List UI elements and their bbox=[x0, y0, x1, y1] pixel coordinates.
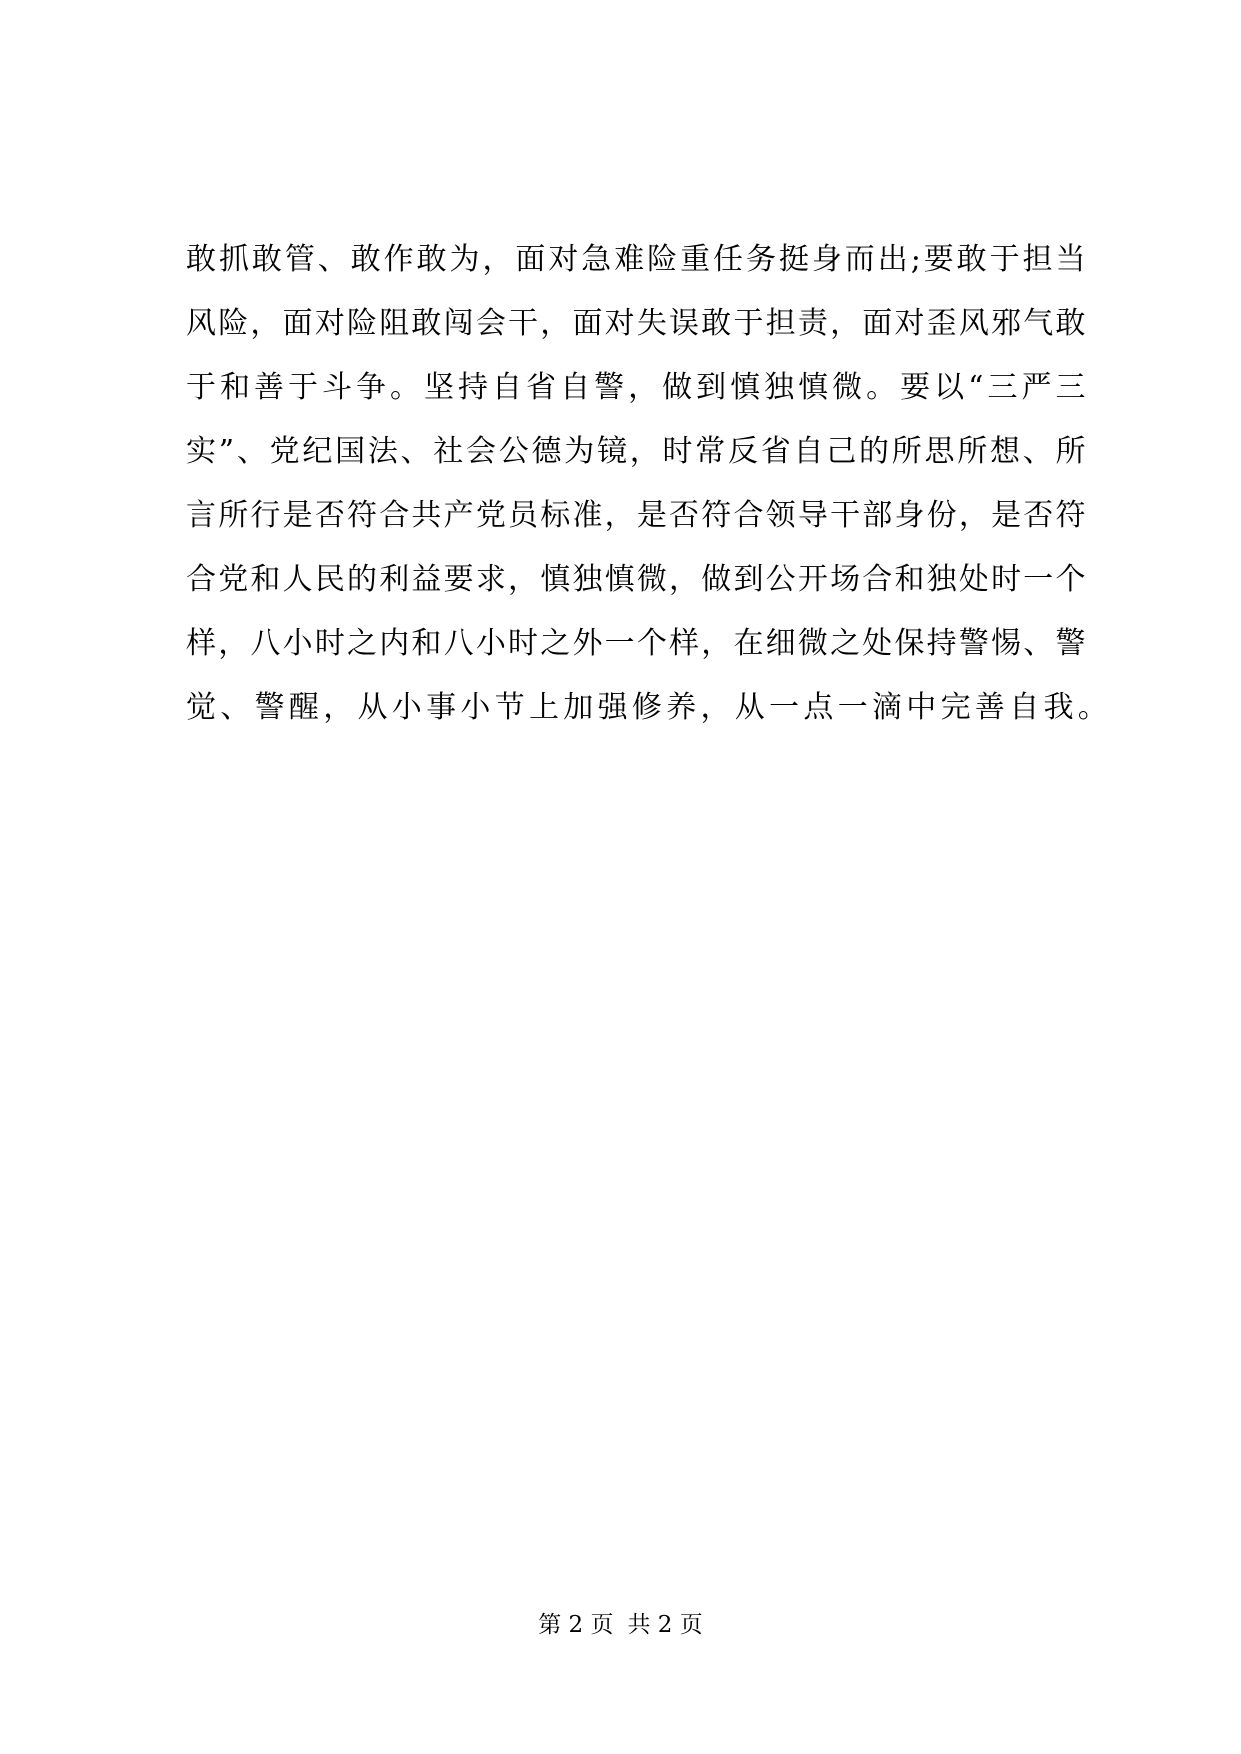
paragraph-line: 于和善于斗争。坚持自省自警，做到慎独慎微。要以“三严三 bbox=[186, 370, 1086, 405]
paragraph-line: 言所行是否符合共产党员标准，是否符合领导干部身份，是否符 bbox=[186, 498, 1086, 533]
total-page-count: 共 2 页 bbox=[627, 1612, 703, 1638]
paragraph-line: 敢抓敢管、敢作敢为，面对急难险重任务挺身而出;要敢于担当 bbox=[186, 242, 1086, 277]
paragraph-line: 实”、党纪国法、社会公德为镜，时常反省自己的所思所想、所 bbox=[186, 434, 1086, 469]
paragraph-line: 样，八小时之内和八小时之外一个样，在细微之处保持警惕、警 bbox=[186, 626, 1086, 661]
paragraph-line: 合党和人民的利益要求，慎独慎微，做到公开场合和独处时一个 bbox=[186, 562, 1086, 597]
body-paragraph bbox=[186, 228, 1113, 740]
page-footer bbox=[0, 1610, 1241, 1640]
current-page-number: 第 2 页 bbox=[538, 1612, 614, 1638]
paragraph-line: 风险，面对险阻敢闯会干，面对失误敢于担责，面对歪风邪气敢 bbox=[186, 306, 1086, 341]
paragraph-line: 觉、警醒，从小事小节上加强修养，从一点一滴中完善自我。 bbox=[186, 690, 1113, 725]
